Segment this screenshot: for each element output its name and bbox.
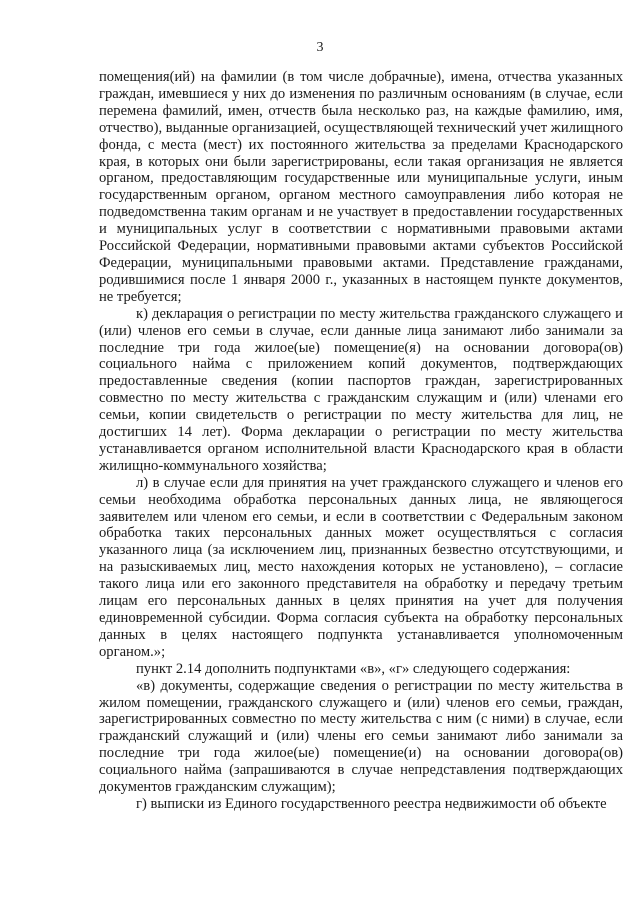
paragraph-item-g: г) выписки из Единого государственного реестра недвижимости об объекте (136, 795, 607, 812)
page-number: 3 (316, 40, 324, 55)
document-body (99, 69, 623, 813)
paragraph-continuation: помещения(ий) на фамилии (в том числе добрачные), имена, отчества указанных граждан, имевшиеся у них до изменения по различным основаниям (в случае, если перемена фамилий, имен, отчеств была несколько раз, на каждые фамилию, имя, отчество), выданные организацией, осуществляющей технический учет жилищного фонда, с места (мест) их постоянного жительства за пределами Краснодарского края, в которых они были зарегистрированы, если такая организация не является органом, предоставляющим государственные или муниципальные услуги, иным государственным органом, органом местного самоуправления либо которая не подведомственна таким органам и не участвует в предоставлении государственных и муниципальных услуг в соответствии с нормативными правовыми актами Российской Федерации, нормативными правовыми актами субъектов Российской Федерации, муниципальными правовыми актами. Представление гражданами, родившимися после 1 января 2000 г., указанных в настоящем пункте документов, не требуется; (99, 69, 623, 305)
paragraph-item-k: к) декларация о регистрации по месту жительства гражданского служащего и (или) членов его семьи в случае, если данные лица занимают либо занимали за последние три года жилое(ые) помещение(я) на основании договора(ов) социального найма с приложением копий документов, подтверждающих предоставленные сведения (копии паспортов граждан, зарегистрированных совместно по месту жительства с гражданским служащим и (или) членами его семьи, копии свидетельств о регистрации по месту жительства для лиц, не достигших 14 лет). Форма декларации о регистрации по месту жительства устанавливается органом исполнительной власти Краснодарского края в области жилищно-коммунального хозяйства; (99, 305, 623, 474)
paragraph-item-l: л) в случае если для принятия на учет гражданского служащего и членов его семьи необходима обработка персональных данных лица, не являющегося заявителем или членом его семьи, и если в соответствии с Федеральным законом обработка таких персональных данных может осуществляться с согласия указанного лица (за исключением лиц, признанных безвестно отсутствующими, и на разыскиваемых лиц, место нахождения которых не установлено), – согласие такого лица или его законного представителя на обработку и передачу третьим лицам его персональных данных в целях принятия на учет для получения единовременной субсидии. Форма согласия субъекта на обработку персональных данных в целях настоящего подпункта устанавливается уполномоченным органом.»; (99, 474, 623, 660)
paragraph-item-v: «в) документы, содержащие сведения о регистрации по месту жительства в жилом помещении, гражданского служащего и (или) членов его семьи, граждан, зарегистрированных совместно по месту жительства с ним (с ними) в случае, если гражданский служащий и (или) члены его семьи занимают либо занимали за последние три года жилое(ые) помещение(и) на основании договора(ов) социального найма (запрашиваются в случае непредставления подтверждающих документов гражданским служащим); (99, 677, 623, 796)
paragraph-amendment-2-14: пункт 2.14 дополнить подпунктами «в», «г» следующего содержания: (136, 660, 571, 677)
